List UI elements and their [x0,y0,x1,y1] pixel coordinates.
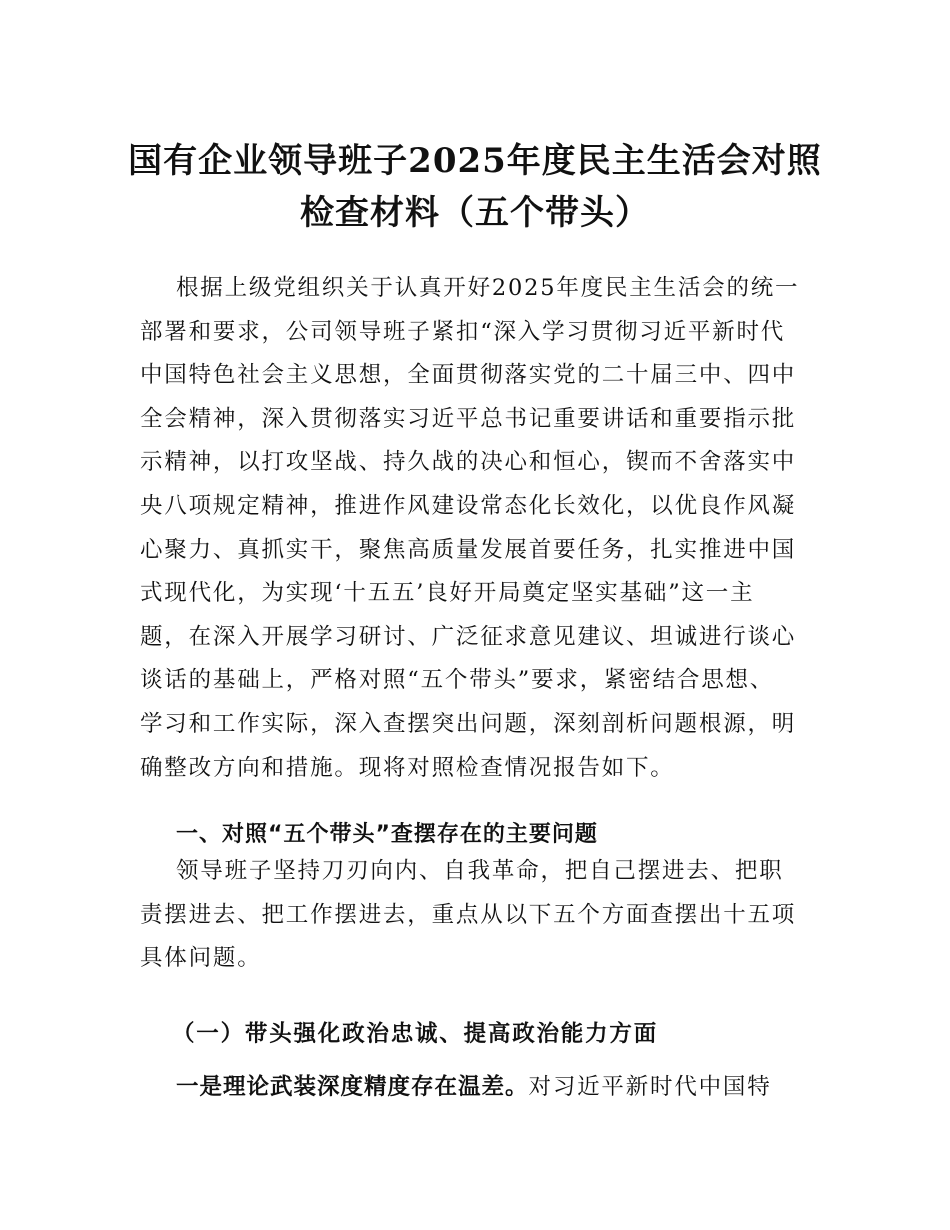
leadership-line: 具体问题。 [140,945,262,972]
leadership-line: 领导班子坚持刀刃向内、自我革命，把自己摆进去、把职 [176,858,784,884]
intro-line: 示精神，以打攻坚战、持久战的决心和恒心，锲而不舍落实中 [140,449,797,476]
title-line-1: 国有企业领导班子2025年度民主生活会对照 [128,140,822,181]
document-title [120,135,830,239]
intro-line: 学习和工作实际，深入查摆突出问题，深刻剖析问题根源，明 [140,710,797,737]
point-one-lead: 一是理论武装深度精度存在温差。 [176,1073,529,1100]
intro-line: 确整改方向和措施。现将对照检查情况报告如下。 [140,754,675,781]
intro-line: 式现代化，为实现‘十五五’良好开局奠定坚实基础”这一主 [140,580,755,607]
point-one-paragraph [176,1066,772,1109]
leadership-paragraph [140,850,812,981]
point-one-text: 对习近平新时代中国特 [528,1073,772,1100]
section-heading: 一、对照“五个带头”查摆存在的主要问题 [176,822,598,848]
intro-line: 心聚力、真抓实干，聚焦高质量发展首要任务，扎实推进中国 [140,536,797,563]
intro-line: 谈话的基础上，严格对照“五个带头”要求，紧密结合思想、 [140,667,775,694]
intro-paragraph [140,267,812,790]
intro-line: 题，在深入开展学习研讨、广泛征求意见建议、坦诚进行谈心 [140,623,797,650]
intro-line: 央八项规定精神，推进作风建设常态化长效化，以优良作风凝 [140,492,797,519]
intro-line: 全会精神，深入贯彻落实习近平总书记重要讲话和重要指示批 [140,405,797,432]
subsection-heading: （一）带头强化政治忠诚、提高政治能力方面 [172,1020,659,1047]
intro-line: 中国特色社会主义思想，全面贯彻落实党的二十届三中、四中 [140,362,797,389]
intro-line: 根据上级党组织关于认真开好2025年度民主生活会的统一 [176,275,800,301]
title-line-2: 检查材料（五个带头） [300,192,650,233]
leadership-line: 责摆进去、把工作摆进去，重点从以下五个方面查摆出十五项 [140,901,797,928]
intro-line: 部署和要求，公司领导班子紧扣“深入学习贯彻习近平新时代 [140,318,786,345]
